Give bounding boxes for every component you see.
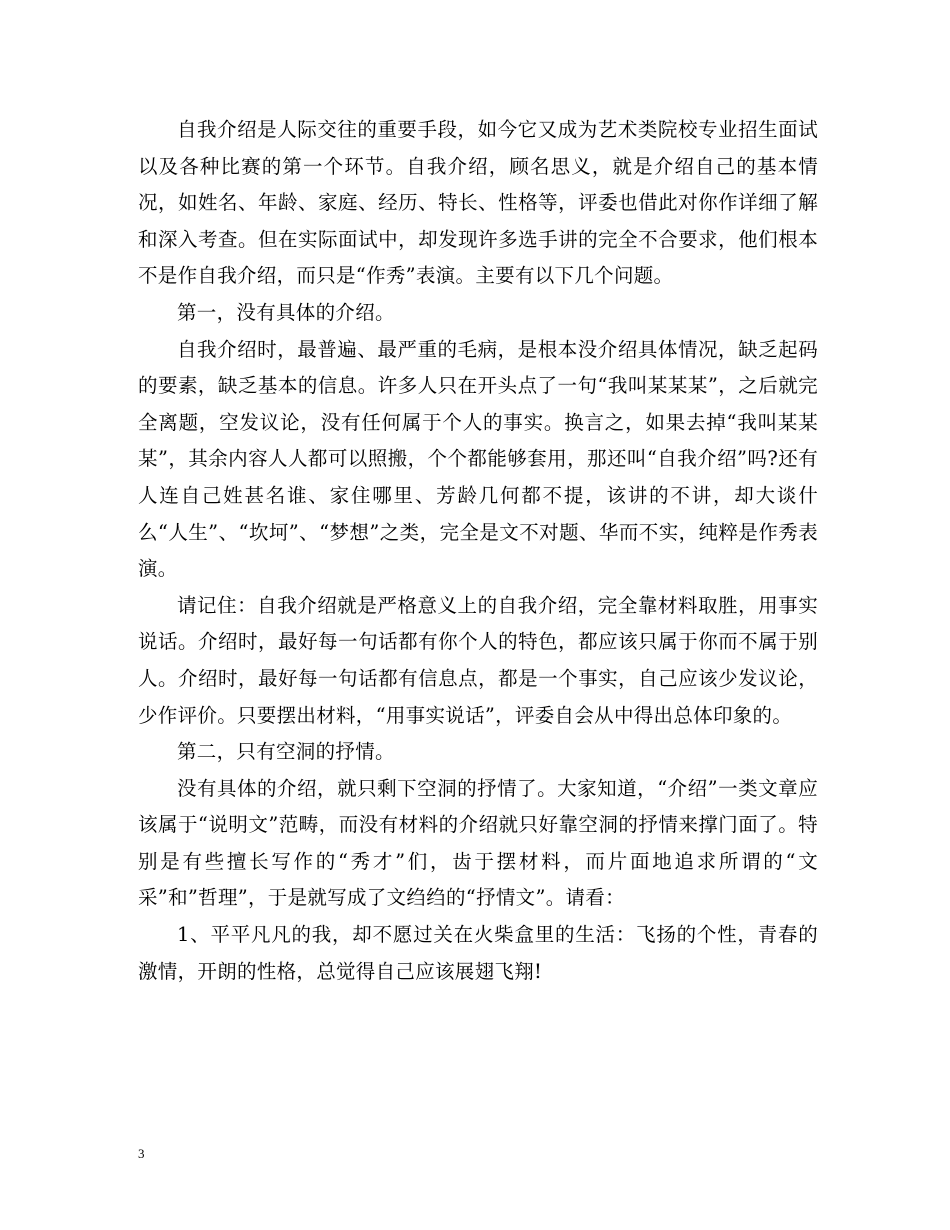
paragraph-example-1: 1、平平凡凡的我，却不愿过关在火柴盒里的生活：飞扬的个性，青春的激情，开朗的性格，总觉得自己应该展翅飞翔! <box>138 923 818 983</box>
page-number: 3 <box>138 1146 145 1161</box>
paragraph-second-problem: 没有具体的介绍，就只剩下空洞的抒情了。大家知道，“介绍”一类文章应该属于“说明文”范畴，而没有材料的介绍就只好靠空洞的抒情来撑门面了。特别是有些擅长写作的“秀才”们，齿于摆材料，而片面地追求所谓的“文采”和”哲理”，于是就写成了文绉绉的“抒情文”。请看： <box>138 776 818 910</box>
paragraph-remember: 请记住：自我介绍就是严格意义上的自我介绍，完全靠材料取胜，用事实说话。介绍时，最好每一句话都有你个人的特色，都应该只属于你而不属于别人。介绍时，最好每一句话都有信息点，都是一个事实，自己应该少发议论，少作评价。只要摆出材料，“用事实说话”，评委自会从中得出总体印象的。 <box>138 593 818 727</box>
document-body <box>138 112 818 990</box>
paragraph-first-problem: 自我介绍时，最普遍、最严重的毛病，是根本没介绍具体情况，缺乏起码的要素，缺乏基本的信息。许多人只在开头点了一句“我叫某某某”，之后就完全离题，空发议论，没有任何属于个人的事实。换言之，如果去掉“我叫某某某”，其余内容人人都可以照搬，个个都能够套用，那还叫“自我介绍”吗?还有人连自己姓甚名谁、家住哪里、芳龄几何都不提，该讲的不讲，却大谈什么“人生”、“坎坷”、“梦想”之类，完全是文不对题、华而不实，纯粹是作秀表演。 <box>138 337 818 581</box>
section-heading-second: 第二，只有空洞的抒情。 <box>177 740 395 764</box>
paragraph-intro: 自我介绍是人际交往的重要手段，如今它又成为艺术类院校专业招生面试以及各种比赛的第一个环节。自我介绍，顾名思义，就是介绍自己的基本情况，如姓名、年龄、家庭、经历、特长、性格等，评委也借此对你作详细了解和深入考查。但在实际面试中，却发现许多选手讲的完全不合要求，他们根本不是作自我介绍，而只是“作秀”表演。主要有以下几个问题。 <box>138 118 818 288</box>
section-heading-first: 第一，没有具体的介绍。 <box>177 300 395 324</box>
